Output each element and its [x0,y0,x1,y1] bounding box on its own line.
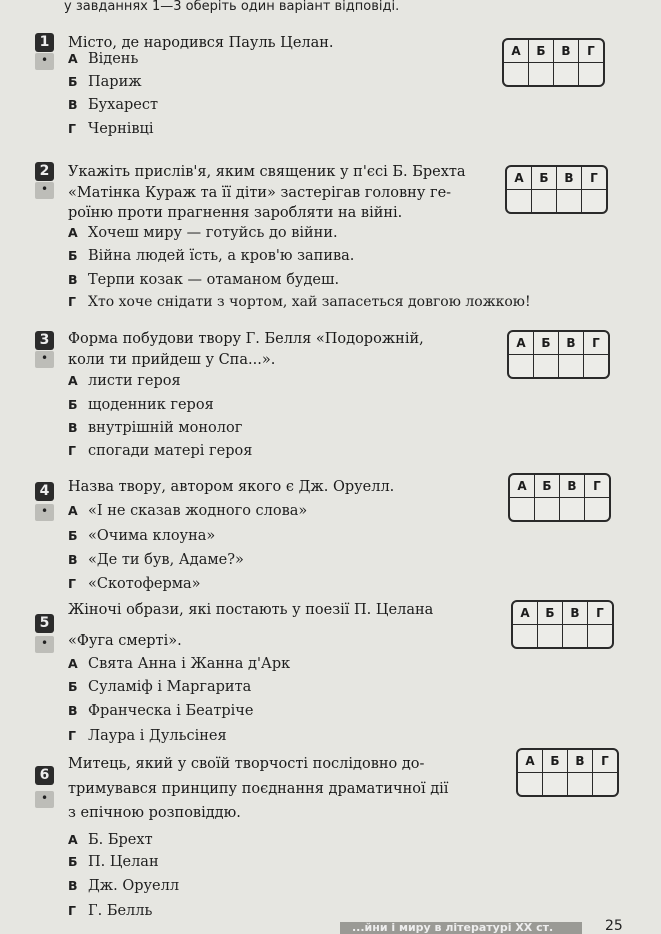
answer-cell-d[interactable] [582,190,607,213]
question-text-line-3: з епічною розповіддю. [68,805,241,821]
answer-cell-a[interactable] [513,625,538,648]
question-text-line-2: коли ти прийдеш у Спа...». [68,352,276,368]
answer-cell-c[interactable] [554,63,579,86]
option-b[interactable]: Б щоденник героя [68,397,214,413]
option-c[interactable]: В Дж. Оруелл [68,878,180,894]
question-number-badge: 1 [35,33,54,52]
option-c[interactable]: В Терпи козак — отаманом будеш. [68,272,340,288]
option-d[interactable]: Г Г. Белль [68,903,153,919]
option-b[interactable]: Б Війна людей їсть, а кров'ю запива. [68,248,355,264]
question-text-line-1: Укажіть прислів'я, яким священик у п'єсі Б. Брехта [68,164,466,180]
answer-cell-a[interactable] [510,498,535,521]
grid-header-a: А [513,602,538,625]
option-c[interactable]: В Франческа і Беатріче [68,703,254,719]
option-d[interactable]: Г Чернівці [68,121,154,137]
grid-header-c: В [557,167,582,190]
option-d[interactable]: Г спогади матері героя [68,443,253,459]
bullet-marker: • [35,53,54,70]
footer-section-title: ...йни і миру в літературі XX ст. [340,922,582,934]
grid-header-d: Г [588,602,613,625]
answer-cell-a[interactable] [504,63,529,86]
answer-cell-c[interactable] [568,773,593,796]
option-c[interactable]: В «Де ти був, Адаме?» [68,552,244,568]
option-a[interactable]: А «І не сказав жодного слова» [68,503,308,519]
option-a[interactable]: А Свята Анна і Жанна д'Арк [68,656,291,672]
option-a[interactable]: А Відень [68,51,139,67]
grid-header-d: Г [579,40,604,63]
answer-cell-c[interactable] [560,498,585,521]
answer-cell-a[interactable] [518,773,543,796]
question-text-line-2: «Матінка Кураж та її діти» застерігав головну ге- [68,185,452,201]
bullet-marker: • [35,504,54,521]
grid-header-b: Б [543,750,568,773]
grid-header-c: В [563,602,588,625]
grid-header-a: А [518,750,543,773]
grid-header-a: А [509,332,534,355]
grid-header-a: А [504,40,529,63]
grid-header-b: Б [529,40,554,63]
answer-grid[interactable] [502,38,605,87]
option-a[interactable]: А Б. Брехт [68,832,153,848]
option-c[interactable]: В внутрішній монолог [68,420,243,436]
grid-header-b: Б [535,475,560,498]
grid-header-b: Б [538,602,563,625]
question-text-line-1: Форма побудови твору Г. Белля «Подорожній, [68,331,424,347]
instruction-text: у завданнях 1—3 оберіть один варіант відповіді. [64,0,400,14]
answer-cell-b[interactable] [535,498,560,521]
grid-header-b: Б [532,167,557,190]
bullet-marker: • [35,351,54,368]
question-text-line-2: тримувався принципу поєднання драматичної дії [68,781,449,797]
option-c[interactable]: В Бухарест [68,97,159,113]
answer-cell-b[interactable] [529,63,554,86]
bullet-marker: • [35,791,54,808]
answer-cell-c[interactable] [563,625,588,648]
question-number-badge: 5 [35,614,54,633]
answer-cell-b[interactable] [532,190,557,213]
answer-grid[interactable] [511,600,614,649]
grid-header-c: В [554,40,579,63]
option-b[interactable]: Б Суламіф і Маргарита [68,679,252,695]
page-number: 25 [605,918,623,934]
grid-header-d: Г [593,750,618,773]
question-text-line-2: «Фуга смерті». [68,633,182,649]
question-number-badge: 4 [35,482,54,501]
answer-cell-d[interactable] [593,773,618,796]
answer-grid[interactable] [507,330,610,379]
answer-cell-b[interactable] [538,625,563,648]
answer-grid[interactable] [508,473,611,522]
bullet-marker: • [35,182,54,199]
answer-cell-d[interactable] [585,498,610,521]
grid-header-a: А [507,167,532,190]
option-d[interactable]: Г Лаура і Дульсінея [68,728,227,744]
question-number-badge: 2 [35,162,54,181]
option-b[interactable]: Б «Очима клоуна» [68,528,216,544]
grid-header-d: Г [584,332,609,355]
option-a[interactable]: А листи героя [68,373,181,389]
answer-cell-c[interactable] [559,355,584,378]
grid-header-c: В [560,475,585,498]
grid-header-c: В [559,332,584,355]
question-text: Місто, де народився Пауль Целан. [68,35,334,51]
grid-header-b: Б [534,332,559,355]
option-a[interactable]: А Хочеш миру — готуйсь до війни. [68,225,338,241]
answer-cell-a[interactable] [507,190,532,213]
answer-cell-b[interactable] [543,773,568,796]
question-text: Назва твору, автором якого є Дж. Оруелл. [68,479,395,495]
answer-cell-c[interactable] [557,190,582,213]
answer-cell-b[interactable] [534,355,559,378]
option-b[interactable]: Б П. Целан [68,854,159,870]
grid-header-a: А [510,475,535,498]
answer-grid[interactable] [505,165,608,214]
question-text-line-1: Митець, який у своїй творчості послідовно до- [68,756,425,772]
option-b[interactable]: Б Париж [68,74,142,90]
question-number-badge: 3 [35,331,54,350]
grid-header-c: В [568,750,593,773]
question-number-badge: 6 [35,766,54,785]
answer-cell-d[interactable] [588,625,613,648]
bullet-marker: • [35,636,54,653]
question-text-line-3: роїню проти прагнення заробляти на війні. [68,205,403,221]
answer-cell-a[interactable] [509,355,534,378]
answer-grid[interactable] [516,748,619,797]
answer-cell-d[interactable] [584,355,609,378]
option-d[interactable]: Г Хто хоче снідати з чортом, хай запасеться довгою ложкою! [68,294,531,310]
grid-header-d: Г [585,475,610,498]
answer-cell-d[interactable] [579,63,604,86]
option-d[interactable]: Г «Скотоферма» [68,576,201,592]
page-footer [340,916,661,934]
grid-header-d: Г [582,167,607,190]
question-text-line-1: Жіночі образи, які постають у поезії П. Целана [68,602,434,618]
